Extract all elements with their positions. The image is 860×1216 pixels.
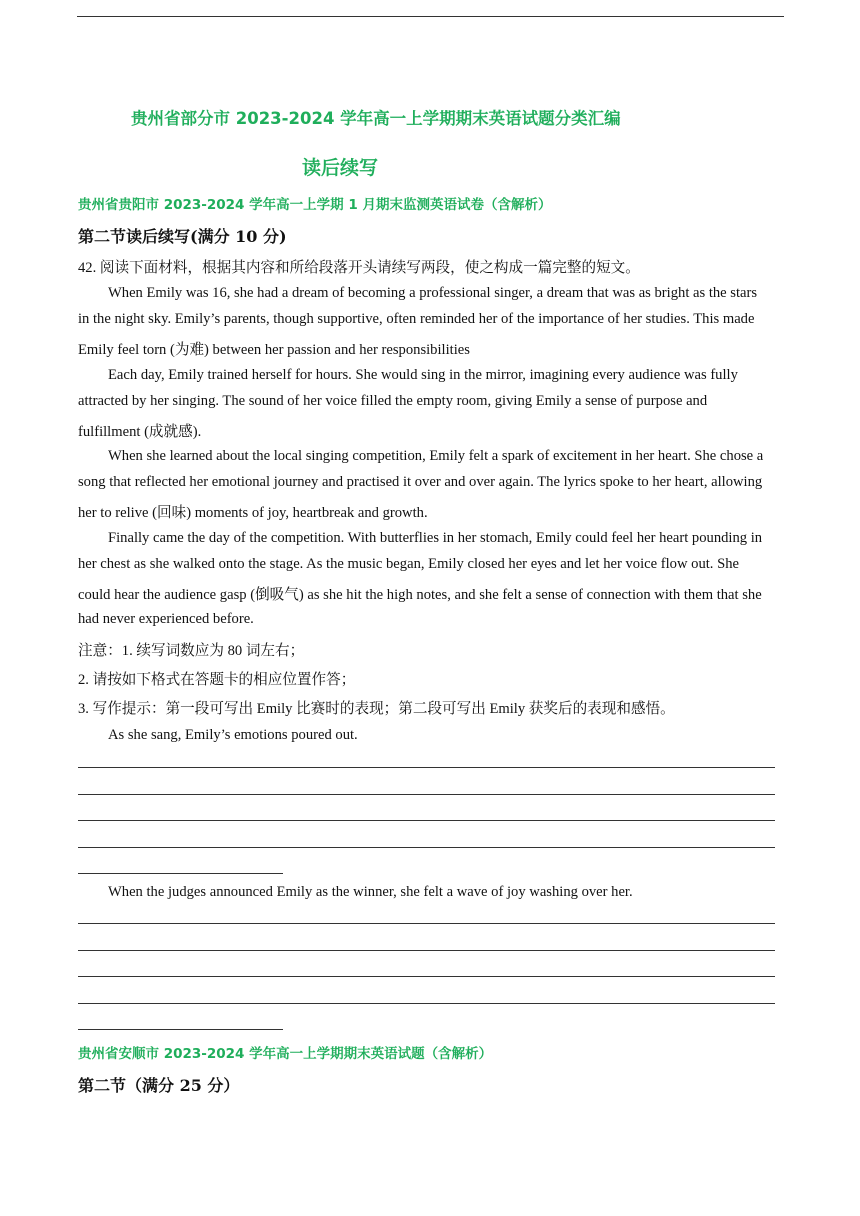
answer-line [78,794,775,795]
passage-line: in the night sky. Emily’s parents, though supportive, often reminded her of the importance of her studies. This made [78,311,755,327]
note-line: 注意：1. 续写词数应为 80 词左右； [78,643,305,659]
source-title: 贵州省贵阳市 2023-2024 学年高一上学期 1 月期末监测英语试卷（含解析） [78,197,552,213]
passage-line: When Emily was 16, she had a dream of becoming a professional singer, a dream that was as bright as the stars [108,285,758,301]
passage-line: Emily feel torn (为难) between her passion and her responsibilities [78,342,470,358]
answer-line [78,1029,283,1030]
passage-line: attracted by her singing. The sound of her voice filled the empty room, giving Emily a sense of purpose and [78,393,708,409]
paragraph2-start: When the judges announced Emily as the winner, she felt a wave of joy washing over her. [108,884,633,900]
top-rule [77,16,784,17]
answer-line [78,767,775,768]
answer-line [78,1003,775,1004]
document-title: 贵州省部分市 2023-2024 学年高一上学期期末英语试题分类汇编 [131,109,621,128]
answer-line [78,976,775,977]
answer-line [78,847,775,848]
section-heading: 第二节读后续写(满分 10 分) [78,227,287,246]
passage-line: Finally came the day of the competition. With butterflies in her stomach, Emily could feel her heart pounding in [108,530,763,546]
passage-line: Each day, Emily trained herself for hours. She would sing in the mirror, imagining every audience was fully [108,367,738,383]
passage-line: had never experienced before. [78,611,254,627]
answer-line [78,923,775,924]
passage-line: her to relive (回味) moments of joy, heartbreak and growth. [78,505,428,521]
note-line: 3. 写作提示：第一段可写出 Emily 比赛时的表现；第二段可写出 Emily 获奖后的表现和感悟。 [78,701,675,717]
answer-line [78,950,775,951]
note-line: 2. 请按如下格式在答题卡的相应位置作答； [78,672,356,688]
section-heading: 第二节（满分 25 分） [78,1076,240,1095]
passage-line: her chest as she walked onto the stage. As the music began, Emily closed her eyes and let her voice flow out. She [78,556,739,572]
passage-line: When she learned about the local singing competition, Emily felt a spark of excitement in her heart. She chose a [108,448,764,464]
document-subtitle: 读后续写 [302,157,379,179]
paragraph1-start: As she sang, Emily’s emotions poured out. [108,727,358,743]
source-title: 贵州省安顺市 2023-2024 学年高一上学期期末英语试题（含解析） [78,1046,493,1062]
passage-line: song that reflected her emotional journey and practised it over and over again. The lyrics spoke to her heart, allowing [78,474,763,490]
passage-line: fulfillment (成就感). [78,424,202,440]
passage-line: could hear the audience gasp (倒吸气) as she hit the high notes, and she felt a sense of connection with them that she [78,587,762,603]
answer-line [78,873,283,874]
question-prompt: 42. 阅读下面材料，根据其内容和所给段落开头请续写两段，使之构成一篇完整的短文。 [78,260,640,276]
answer-line [78,820,775,821]
